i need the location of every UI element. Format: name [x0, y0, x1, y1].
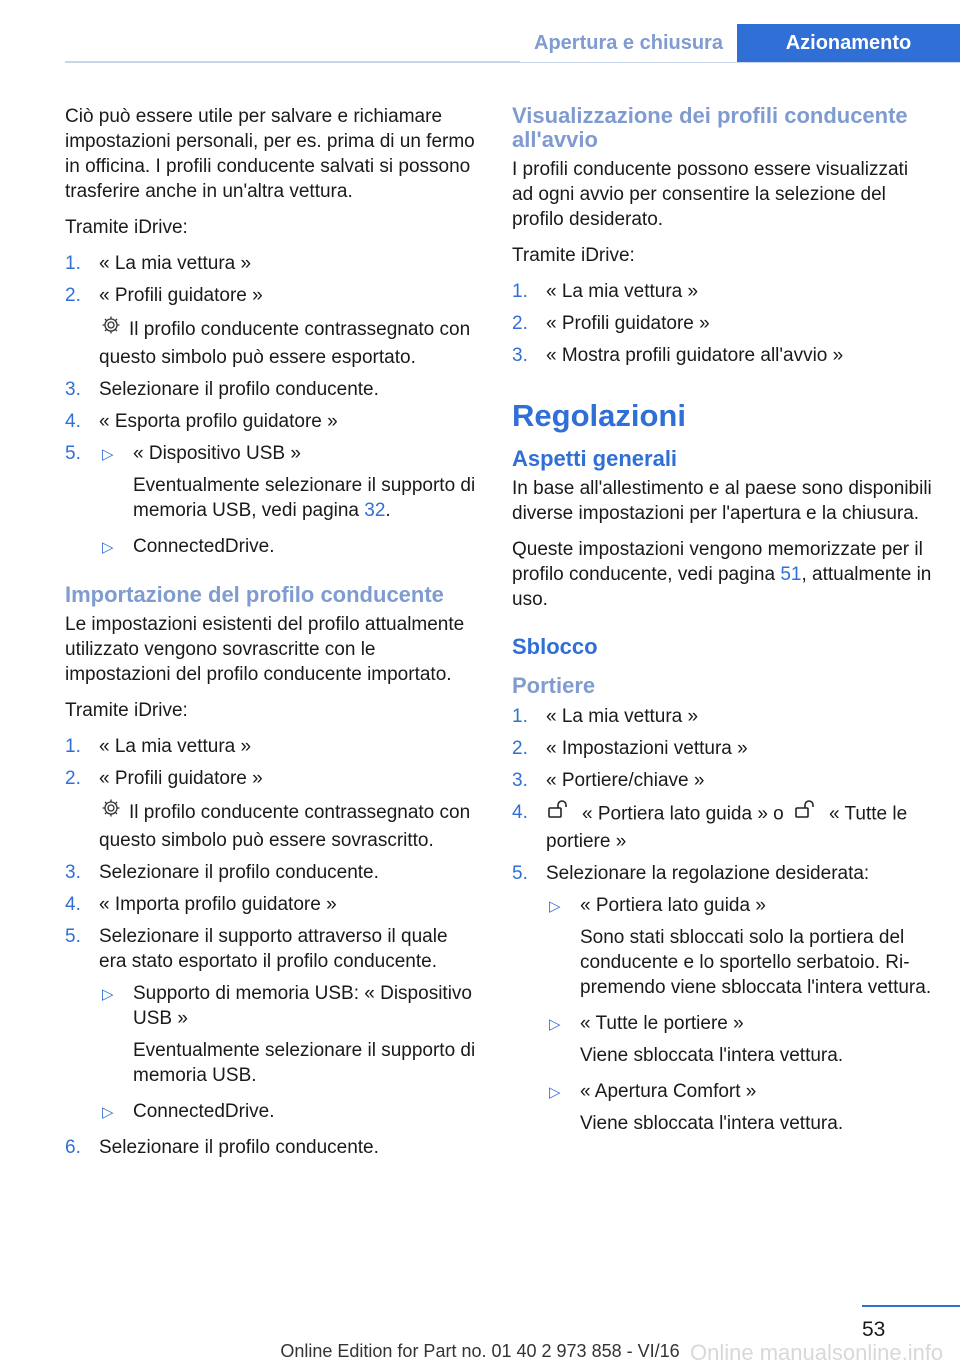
bullet-item — [99, 1099, 477, 1124]
bullet-note — [133, 473, 477, 523]
step-number: 3. — [65, 862, 81, 883]
bullet-list — [99, 981, 477, 1124]
triangle-bullet-icon: ▷ — [549, 1016, 561, 1033]
show-paragraph: I profili conducente possono essere visualizzati ad ogni avvio per consentire la selezione del profilo desiderato. — [512, 159, 909, 230]
bullet-note: Viene sbloccata l'intera vettura. — [580, 1113, 844, 1134]
step-number: 1. — [65, 253, 81, 274]
step-note — [99, 798, 477, 853]
step-number: 3. — [65, 379, 81, 400]
step-text: Selezionare il profilo conducente. — [99, 862, 379, 883]
step-text: Selezionare il profilo conducente. — [99, 379, 379, 400]
list-item — [512, 311, 932, 336]
show-steps — [512, 279, 932, 368]
triangle-bullet-icon: ▷ — [102, 986, 114, 1003]
step-text: « Portiera lato guida » o — [582, 803, 784, 825]
list-item — [65, 251, 477, 276]
import-steps — [65, 734, 477, 1160]
section-heading-show: Visualizzazione dei profili conducente all'avvio — [512, 103, 908, 152]
step-number: 4. — [65, 411, 81, 432]
step-text: Selezionare il profilo conducente. — [99, 1137, 379, 1158]
list-item — [512, 343, 932, 368]
intro-paragraph: Ciò può essere utile per salvare e richiamare impostazioni personali, per es. prima di un fermo in officina. I profili conducente salvati si possono trasferire anche in un'altra vettura. — [65, 106, 475, 202]
step-number: 2. — [512, 313, 528, 334]
list-item — [65, 924, 477, 1124]
step-text: « Profili guidatore » — [99, 768, 263, 789]
memo-text: Queste impostazioni vengono memorizzate per il profilo conducente, vedi pagina — [512, 539, 923, 585]
list-item — [65, 766, 477, 853]
step-note — [99, 315, 477, 370]
bullet-text: Supporto di memoria USB: « Dispositivo USB » — [133, 983, 472, 1029]
header-active-tab[interactable]: Azionamento — [737, 24, 960, 62]
bullet-note-end: . — [385, 500, 391, 521]
step-number: 6. — [65, 1137, 81, 1158]
right-column — [512, 104, 932, 1147]
step-note-text: Il profilo conducente contrassegnato con questo simbolo può essere esportato. — [99, 319, 471, 368]
unlock-icon — [795, 800, 817, 825]
section-heading-portiere: Portiere — [512, 673, 596, 698]
step-number: 3. — [512, 345, 528, 366]
step-text: « La mia vettura » — [99, 736, 252, 757]
triangle-bullet-icon: ▷ — [549, 1084, 561, 1101]
edition-footer: Online Edition for Part no. 01 40 2 973 858 - VI/16 — [280, 1341, 680, 1361]
step-text: « Impostazioni vettura » — [546, 738, 748, 759]
bullet-text: « Apertura Comfort » — [580, 1081, 757, 1102]
step-text: « La mia vettura » — [546, 706, 699, 727]
list-item — [65, 734, 477, 759]
step-text: Selezionare la regolazione desiderata: — [546, 863, 870, 884]
list-item — [512, 704, 932, 729]
memo-paragraph — [512, 537, 932, 612]
list-item — [65, 409, 477, 434]
step-text: « Importa profilo guidatore » — [99, 894, 337, 915]
import-paragraph: Le impostazioni esistenti del profilo attualmente utilizzato vengono sovrascritte con le impostazioni del profilo conducente importato. — [65, 614, 465, 685]
step-number: 2. — [65, 768, 81, 789]
step-text: « La mia vettura » — [546, 281, 699, 302]
tramite-label: Tramite iDrive: — [512, 245, 635, 266]
bullet-item — [99, 441, 477, 523]
chapter-heading-regolazioni: Regolazioni — [512, 398, 686, 433]
step-text: « Esporta profilo guidatore » — [99, 411, 338, 432]
step-number: 1. — [512, 706, 528, 727]
bullet-text: ConnectedDrive. — [133, 1101, 275, 1122]
bullet-item — [546, 1011, 932, 1068]
bullet-note: Viene sbloccata l'intera vettura. — [580, 1045, 844, 1066]
step-note-text: Il profilo conducente contrassegnato con questo simbolo può essere sovrascritto. — [99, 802, 471, 851]
bullet-item — [99, 534, 477, 559]
step-text: « Profili guidatore » — [99, 285, 263, 306]
tramite-label: Tramite iDrive: — [65, 217, 188, 238]
step-number: 2. — [65, 285, 81, 306]
step-number: 3. — [512, 770, 528, 791]
triangle-bullet-icon: ▷ — [102, 539, 114, 556]
step-number: 5. — [65, 443, 81, 464]
triangle-bullet-icon: ▷ — [102, 1104, 114, 1121]
bullet-item — [546, 1079, 932, 1136]
gear-icon — [101, 798, 121, 825]
list-item — [65, 860, 477, 885]
step-number: 1. — [65, 736, 81, 757]
bullet-text: « Tutte le portiere » — [580, 1013, 744, 1034]
list-item — [512, 861, 932, 1136]
step-text-b: « Tutte le portiere » — [546, 803, 908, 852]
step-number: 4. — [65, 894, 81, 915]
section-heading-sblocco: Sblocco — [512, 634, 598, 659]
page-number: 53 — [862, 1318, 886, 1341]
list-item — [65, 892, 477, 917]
portiere-steps — [512, 704, 932, 1136]
triangle-bullet-icon: ▷ — [102, 446, 114, 463]
triangle-bullet-icon: ▷ — [549, 898, 561, 915]
step-number: 5. — [512, 863, 528, 884]
bullet-note-text: Eventualmente selezionare il supporto di memoria USB, vedi pagina — [133, 475, 476, 521]
page-link[interactable]: 32 — [364, 500, 386, 521]
step-text: « Portiere/chiave » — [546, 770, 705, 791]
step-number: 4. — [512, 802, 528, 823]
bullet-text: « Portiera lato guida » — [580, 895, 766, 916]
gear-icon — [101, 315, 121, 342]
list-item — [65, 283, 477, 370]
list-item — [65, 441, 477, 559]
header-section-tab[interactable]: Apertura e chiusura — [520, 24, 737, 62]
page-link[interactable]: 51 — [780, 564, 802, 585]
bullet-list — [99, 441, 477, 559]
left-column — [65, 104, 477, 1170]
list-item — [512, 736, 932, 761]
step-text: « Profili guidatore » — [546, 313, 710, 334]
export-steps — [65, 251, 477, 559]
step-text: Selezionare il supporto attraverso il quale era stato esportato il profilo conducente. — [99, 926, 448, 972]
list-item — [65, 1135, 477, 1160]
step-text: « Mostra profili guidatore all'avvio » — [546, 345, 844, 366]
tramite-label: Tramite iDrive: — [65, 700, 188, 721]
section-heading-import: Importazione del profilo conducente — [65, 582, 444, 607]
section-heading-aspetti: Aspetti generali — [512, 446, 678, 471]
list-item — [512, 768, 932, 793]
bullet-note: Sono stati sbloccati solo la portiera del conducente e lo sportello serbatoio. Ripremendo viene sbloccata l'intera vettura. — [580, 927, 932, 998]
list-item — [65, 377, 477, 402]
step-number: 2. — [512, 738, 528, 759]
footer-rule — [862, 1305, 960, 1307]
list-item — [512, 800, 932, 854]
unlock-icon — [548, 800, 570, 825]
bullet-text: ConnectedDrive. — [133, 536, 275, 557]
bullet-text: « Dispositivo USB » — [133, 443, 301, 464]
memo-text-end: , attualmente in uso. — [512, 564, 932, 610]
bullet-note: Eventualmente selezionare il supporto di memoria USB. — [133, 1040, 476, 1086]
watermark: Online manualsonline.info — [690, 1340, 944, 1365]
step-text: « La mia vettura » — [99, 253, 252, 274]
bullet-list — [546, 893, 932, 1136]
step-number: 1. — [512, 281, 528, 302]
list-item — [512, 279, 932, 304]
bullet-item — [99, 981, 477, 1088]
bullet-item — [546, 893, 932, 1000]
aspetti-paragraph: In base all'allestimento e al paese sono disponibili diverse impostazioni per l'apertura e la chiusura. — [512, 478, 932, 524]
step-number: 5. — [65, 926, 81, 947]
